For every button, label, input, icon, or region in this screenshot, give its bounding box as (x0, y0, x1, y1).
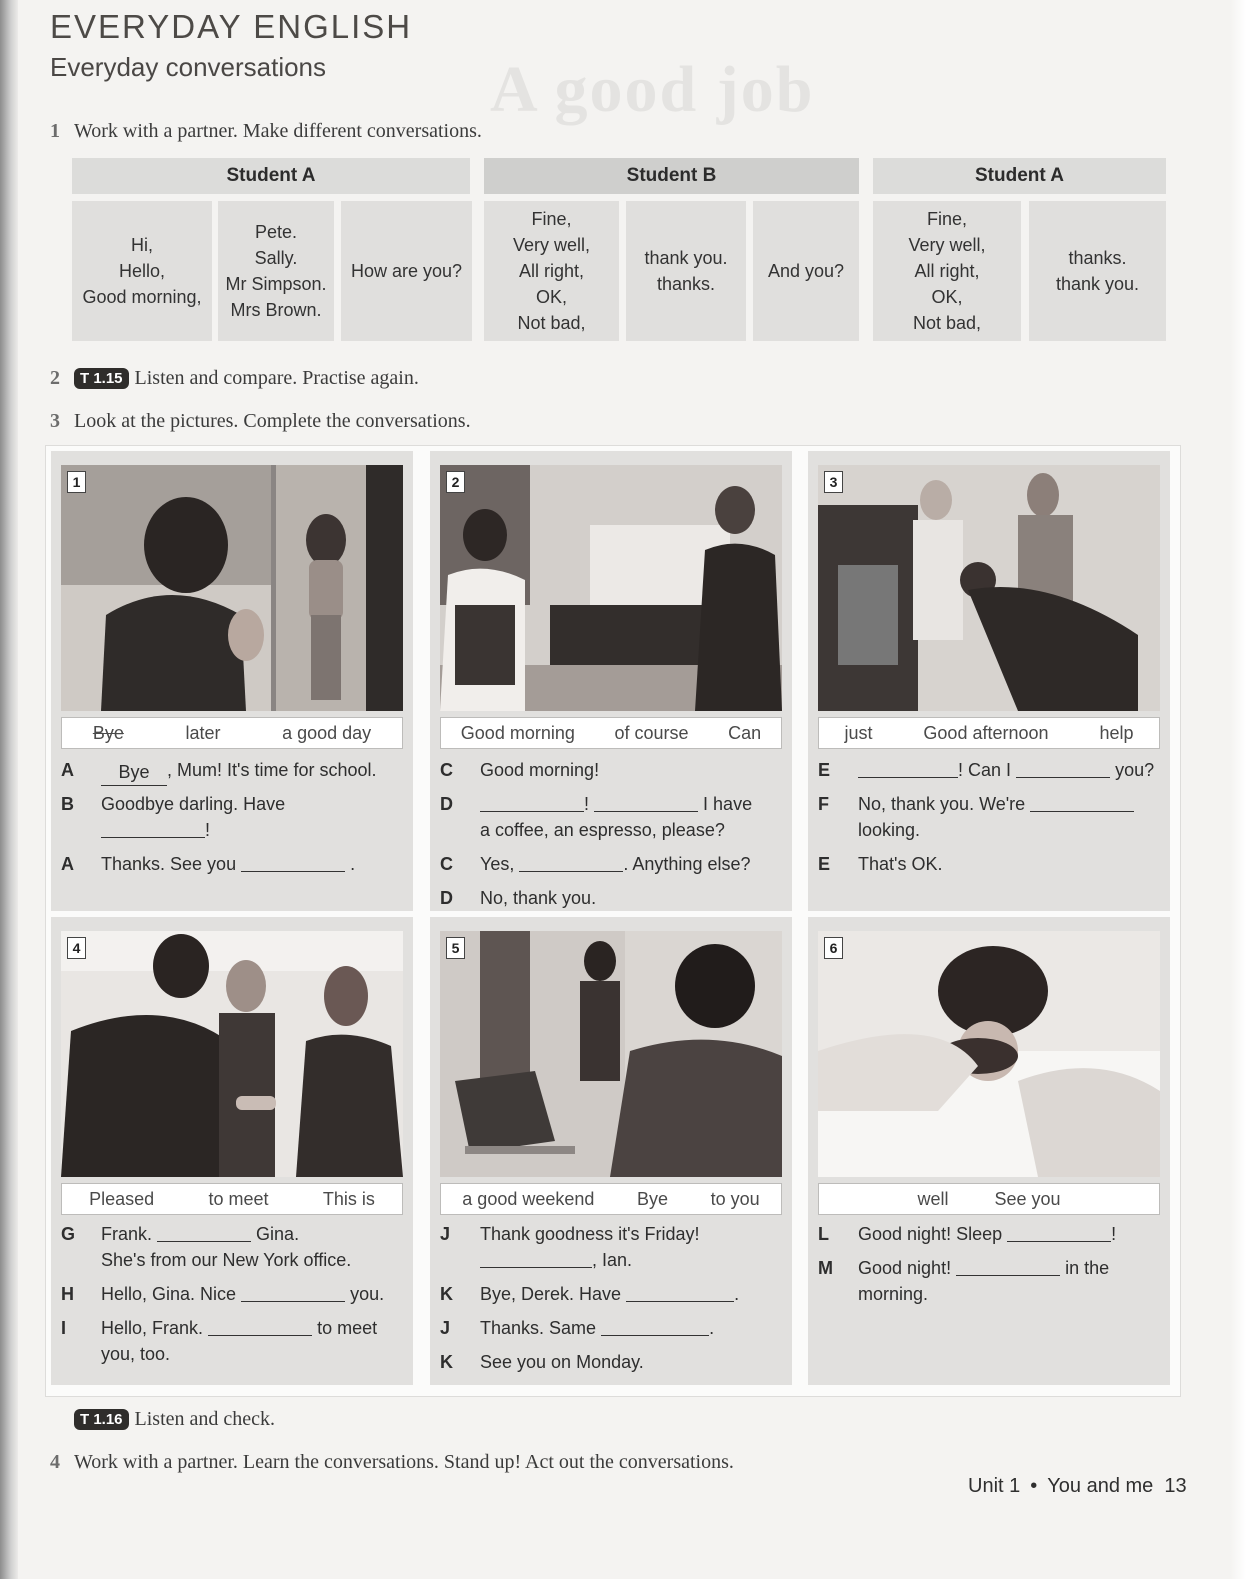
photo-handshake-office (61, 931, 403, 1177)
page-footer (968, 1475, 1187, 1498)
blank-gap[interactable] (1030, 793, 1134, 812)
word-box (440, 1183, 782, 1215)
exercise-instruction: Work with a partner. Make different conversations. (74, 120, 482, 142)
exercise-number: 3 (50, 410, 60, 432)
section-title: EVERYDAY ENGLISH (50, 8, 413, 45)
table-cell-thanks: thank you. thanks. (626, 201, 746, 341)
conversation-panel-3: 3 just Good afternoon help E ! Can I you? F No, thank you. We're looking. E That's OK. (808, 451, 1170, 911)
table-cell-greeting: Hi, Hello, Good morning, (72, 201, 212, 341)
exercise-instruction: Work with a partner. Learn the conversations. Stand up! Act out the conversations. (74, 1451, 734, 1473)
exercise-4 (50, 1451, 734, 1474)
exercise-1 (50, 120, 482, 143)
table-cell-question: How are you? (341, 201, 472, 341)
exercise-number: 1 (50, 120, 60, 142)
panel-number: 2 (446, 471, 465, 493)
exercise-instruction: Look at the pictures. Complete the conversations. (74, 410, 471, 432)
photo-shop-assistant (818, 465, 1160, 711)
photo-office-friday (440, 931, 782, 1177)
photo-cafe-counter (440, 465, 782, 711)
dialogue-line: M Good night! in the morning. (818, 1258, 1110, 1304)
exercise-instruction: Listen and check. (134, 1408, 276, 1430)
word: help (1099, 722, 1134, 743)
dialogue-line: J Thank goodness it's Friday! , Ian. (440, 1224, 700, 1270)
word: just (844, 722, 873, 743)
panel-number: 5 (446, 937, 465, 959)
audio-track-badge: T 1.16 (74, 1409, 129, 1430)
column-header-student-a: Student A (72, 158, 470, 194)
table-cell-thanks-2: thanks. thank you. (1029, 201, 1166, 341)
word: well (917, 1188, 949, 1209)
dialogue-line: D ! I have a coffee, an espresso, please? (440, 794, 753, 840)
conversation-panel-5: 5 a good weekend Bye to you J Thank goodness it's Friday! , Ian. K Bye, Derek. Have . J Thanks. Same . K See you on Monday. (430, 917, 792, 1385)
section-subtitle: Everyday conversations (50, 52, 327, 82)
blank-gap[interactable] (157, 1223, 251, 1242)
table-cell-and-you: And you? (753, 201, 859, 341)
word-box (61, 717, 403, 749)
bullet-separator: • (1030, 1475, 1038, 1497)
column-header-student-a-2: Student A (873, 158, 1166, 194)
word: See you (994, 1188, 1061, 1209)
page-number: 13 (1164, 1475, 1187, 1497)
word: to you (710, 1188, 760, 1209)
blank-gap[interactable] (208, 1317, 312, 1336)
page-edge (1230, 0, 1246, 1579)
word: Bye (637, 1188, 669, 1209)
conversation-grid (45, 445, 1181, 1397)
answer-example: Bye (101, 759, 167, 786)
blank-gap[interactable] (1007, 1223, 1111, 1242)
word: a good weekend (462, 1188, 595, 1209)
blank-gap[interactable] (626, 1283, 734, 1302)
word: to meet (208, 1188, 269, 1209)
conversation-panel-2: 2 Good morning of course Can C Good morning! D ! I have a coffee, an espresso, please? C Yes, . Anything else? D No, thank you. (430, 451, 792, 911)
conversation-panel-1: 1 Bye later a good day A Bye , Mum! It's time for school. B Goodbye darling. Have ! A Thanks. See you . (51, 451, 413, 911)
panel-number: 3 (824, 471, 843, 493)
exercise-2 (50, 367, 419, 390)
exercise-instruction: Listen and compare. Practise again. (134, 367, 419, 389)
exercise-number: 4 (50, 1451, 60, 1473)
word-box (818, 1183, 1160, 1215)
word: Can (728, 722, 762, 743)
exercise-3 (50, 410, 471, 433)
dialogue-line: B Goodbye darling. Have ! (61, 794, 286, 840)
dialogue-line: F No, thank you. We're looking. (818, 791, 1160, 843)
table-cell-names: Pete. Sally. Mr Simpson. Mrs Brown. (218, 201, 334, 341)
table-cell-response: Fine, Very well, All right, OK, Not bad, (484, 201, 619, 341)
word: Pleased (89, 1188, 155, 1209)
blank-gap[interactable] (480, 1249, 592, 1268)
blank-gap[interactable] (594, 793, 698, 812)
blank-gap[interactable] (601, 1317, 709, 1336)
blank-gap[interactable] (241, 1283, 345, 1302)
blank-gap[interactable] (519, 853, 623, 872)
blank-gap[interactable] (480, 793, 584, 812)
photo-bedtime (818, 931, 1160, 1177)
blank-gap[interactable] (956, 1257, 1060, 1276)
word: of course (614, 722, 689, 743)
dialogue-line: G Frank. Gina. She's from our New York office. (61, 1224, 352, 1270)
conversation-panel-4: 4 Pleased to meet This is G Frank. Gina. She's from our New York office. H Hello, Gina. Nice you. I Hello, Frank. to meet you, too. (51, 917, 413, 1385)
conversation-panel-6: 6 well See you L Good night! Sleep ! M Good night! in the morning. (808, 917, 1170, 1385)
unit-topic: You and me (1047, 1475, 1154, 1497)
column-header-student-b: Student B (484, 158, 859, 194)
word: later (185, 722, 221, 743)
word-crossed-out: Bye (92, 722, 124, 743)
unit-label: Unit 1 (968, 1475, 1021, 1497)
table-cell-response-2: Fine, Very well, All right, OK, Not bad, (873, 201, 1021, 341)
exercise-number: 2 (50, 367, 60, 389)
blank-gap[interactable] (101, 819, 205, 838)
audio-track-badge: T 1.15 (74, 368, 129, 389)
word: Good afternoon (923, 722, 1049, 743)
book-spine-shadow (0, 0, 18, 1579)
blank-gap[interactable] (858, 759, 958, 778)
blank-gap[interactable] (241, 853, 345, 872)
word-box (440, 717, 782, 749)
listen-and-check (74, 1408, 275, 1431)
word-box (61, 1183, 403, 1215)
word-box (818, 717, 1160, 749)
word: Good morning (460, 722, 575, 743)
panel-number: 1 (67, 471, 86, 493)
show-through-text: A good job (490, 53, 815, 126)
panel-number: 4 (67, 937, 86, 959)
photo-boy-waving (61, 465, 403, 711)
dialogue-line: I Hello, Frank. to meet you, too. (61, 1318, 378, 1364)
word: a good day (282, 722, 372, 743)
word: This is (322, 1188, 375, 1209)
blank-gap[interactable] (1016, 759, 1110, 778)
panel-number: 6 (824, 937, 843, 959)
